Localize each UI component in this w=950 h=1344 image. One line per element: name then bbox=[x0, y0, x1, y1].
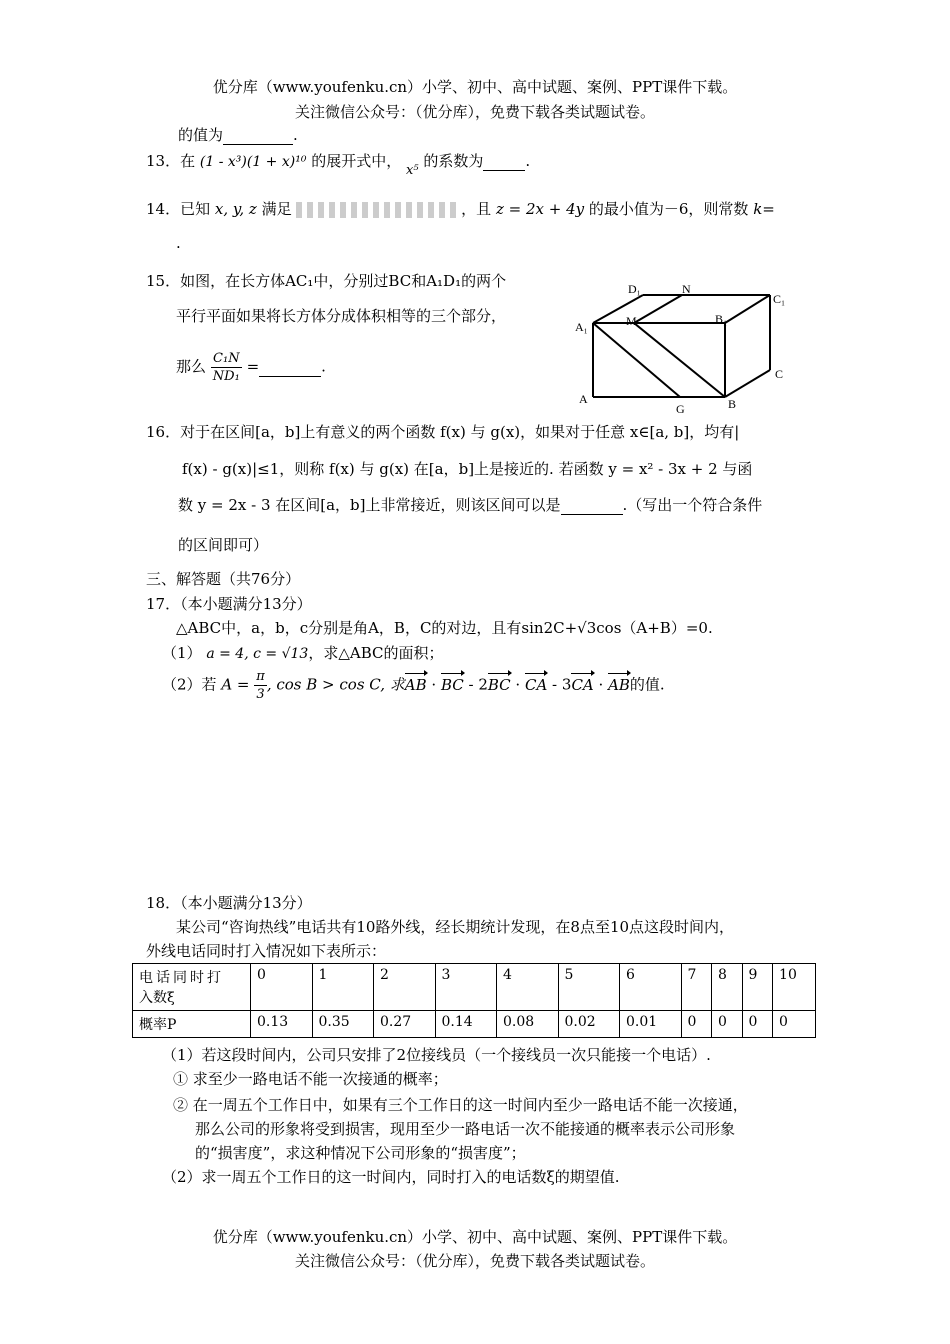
header-line-2: 关注微信公众号：（优分库），免费下载各类试题试卷。 bbox=[294, 103, 655, 121]
table-cell: 1 bbox=[312, 964, 374, 1011]
label-b1: B₁ bbox=[715, 312, 728, 326]
q13-term: x⁵ bbox=[406, 163, 419, 178]
vector-ca: CA bbox=[524, 675, 548, 694]
table-cell: 0.27 bbox=[374, 1011, 436, 1038]
question-15-line-3: 那么 $\frac{\text{C₁N}}{\text{ND₁}}$ = . bbox=[176, 351, 326, 384]
question-14: 14．已知 x, y, z 满足 ，且 z = 2x + 4y 的最小值为－6，则常数 k= bbox=[146, 200, 775, 218]
label-n: N bbox=[682, 282, 691, 296]
question-18-part-1-2c: 的“损害度”，求这种情况下公司形象的“损害度”； bbox=[195, 1144, 526, 1162]
question-15-line-1: 15．如图，在长方体AC₁中，分别过BC和A₁D₁的两个 bbox=[146, 272, 507, 290]
label-g: G bbox=[676, 402, 685, 416]
question-15-line-2: 平行平面如果将长方体分成体积相等的三个部分， bbox=[176, 307, 507, 325]
q14-blank-dot: . bbox=[176, 234, 181, 252]
table-cell: 3 bbox=[435, 964, 497, 1011]
table-cell: 0 bbox=[681, 1011, 712, 1038]
table-row-p bbox=[133, 1011, 816, 1038]
q16-blank bbox=[561, 496, 623, 515]
table-cell: 9 bbox=[742, 964, 773, 1011]
label-a1: A₁ bbox=[575, 320, 588, 334]
section-3-heading: 三、解答题（共76分） bbox=[146, 570, 301, 588]
label-c1: C₁ bbox=[773, 292, 786, 306]
table-cell: 0.14 bbox=[435, 1011, 497, 1038]
q14-constraint-system bbox=[296, 202, 456, 218]
footer-line-1: 优分库（www.youfenku.cn）小学、初中、高中试题、案例、PPT课件下载。 bbox=[212, 1228, 738, 1246]
q12-blank bbox=[223, 126, 293, 145]
label-b: B bbox=[728, 397, 737, 411]
table-header-xi: 电话同时打 入数ξ bbox=[133, 964, 251, 1011]
vector-ca-2: CA bbox=[571, 675, 594, 694]
table-cell: 2 bbox=[374, 964, 436, 1011]
question-18-part-1-2b: 那么公司的形象将受到损害，现用至少一路电话一次不能接通的概率表示公司形象 bbox=[195, 1120, 736, 1138]
probability-table bbox=[132, 963, 816, 1038]
q13-expression: (1 - x³)(1 + x)¹⁰ bbox=[199, 154, 307, 170]
table-cell: 0.13 bbox=[251, 1011, 313, 1038]
question-17-stem: △ABC中，a，b，c分别是角A，B，C的对边，且有sin2C+√3cos（A+B）=0. bbox=[176, 619, 713, 637]
question-18-part-1-2a: ② 在一周五个工作日中，如果有三个工作日的这一时间内至少一路电话不能一次接通， bbox=[173, 1096, 748, 1114]
pi-over-3: $\frac{\pi}{3}$ bbox=[256, 669, 265, 702]
q12-tail: 的值为 . bbox=[178, 126, 298, 144]
cuboid-figure bbox=[570, 275, 800, 420]
question-18-header: 18．（本小题满分13分） bbox=[146, 894, 312, 912]
table-cell: 0.35 bbox=[312, 1011, 374, 1038]
table-cell: 5 bbox=[558, 964, 620, 1011]
table-cell: 0 bbox=[712, 1011, 743, 1038]
question-13: 13．在 (1 - x³)(1 + x)¹⁰ 的展开式中， x⁵ 的系数为 . bbox=[146, 152, 531, 178]
label-c: C bbox=[775, 367, 784, 381]
question-18-stem-2: 外线电话同时打入情况如下表所示： bbox=[146, 942, 387, 960]
edge-m-n bbox=[634, 295, 682, 323]
table-row-xi bbox=[133, 964, 816, 1011]
label-d1: D₁ bbox=[628, 282, 641, 296]
q15-ratio: $\frac{\text{C₁N}}{\text{ND₁}}$ bbox=[212, 351, 240, 384]
vector-ab: AB bbox=[404, 675, 427, 694]
table-cell: 0.02 bbox=[558, 1011, 620, 1038]
q15-blank bbox=[259, 358, 321, 377]
vector-bc: BC bbox=[440, 675, 464, 694]
question-18-part-1: （1）若这段时间内，公司只安排了2位接线员（一个接线员一次只能接一个电话）. bbox=[162, 1046, 711, 1064]
table-cell: 10 bbox=[773, 964, 816, 1011]
question-16-line-1: 16．对于在区间[a，b]上有意义的两个函数 f(x) 与 g(x)，如果对于任意 x∈[a, b]，均有| bbox=[146, 423, 740, 441]
question-18-part-2: （2）求一周五个工作日的这一时间内，同时打入的电话数ξ的期望值. bbox=[162, 1168, 620, 1186]
edge-a1-g bbox=[593, 323, 680, 397]
question-16-line-3: 数 y = 2x - 3 在区间[a，b]上非常接近，则该区间可以是 .（写出一个符合条件 bbox=[178, 496, 763, 514]
label-m: M bbox=[626, 314, 637, 328]
question-17-part-2: （2）若 A = $\frac{\pi}{3}$ , cos B > cos C, 求AB · BC - 2BC · CA - 3CA · AB的值. bbox=[162, 669, 665, 702]
vector-ab-2: AB bbox=[608, 675, 630, 694]
table-cell: 8 bbox=[712, 964, 743, 1011]
table-cell: 0.08 bbox=[497, 1011, 559, 1038]
footer-line-2: 关注微信公众号：（优分库），免费下载各类试题试卷。 bbox=[294, 1252, 655, 1270]
question-16-line-2: f(x) - g(x)|≤1，则称 f(x) 与 g(x) 在[a，b]上是接近的. 若函数 y = x² - 3x + 2 与函 bbox=[182, 460, 753, 478]
vector-bc-2: BC bbox=[487, 675, 511, 694]
edge-c1-b1 bbox=[725, 295, 770, 323]
table-cell: 0.01 bbox=[620, 1011, 682, 1038]
table-cell: 0 bbox=[251, 964, 313, 1011]
table-cell: 4 bbox=[497, 964, 559, 1011]
table-cell: 6 bbox=[620, 964, 682, 1011]
question-18-part-1-1: ① 求至少一路电话不能一次接通的概率； bbox=[173, 1070, 448, 1088]
table-cell: 0 bbox=[742, 1011, 773, 1038]
q13-blank bbox=[483, 152, 525, 171]
table-cell: 7 bbox=[681, 964, 712, 1011]
q14-objective: z = 2x + 4y bbox=[495, 200, 585, 218]
header-line-1: 优分库（www.youfenku.cn）小学、初中、高中试题、案例、PPT课件下载。 bbox=[212, 78, 738, 96]
question-17-header: 17．（本小题满分13分） bbox=[146, 595, 312, 613]
label-a: A bbox=[579, 392, 588, 406]
question-18-stem-1: 某公司“咨询热线”电话共有10路外线，经长期统计发现，在8点至10点这段时间内， bbox=[176, 918, 735, 936]
question-17-part-1: （1） a = 4, c = √13，求△ABC的面积； bbox=[162, 644, 444, 662]
table-header-p: 概率P bbox=[133, 1011, 251, 1038]
question-16-line-4: 的区间即可） bbox=[178, 536, 269, 554]
edge-m-b bbox=[634, 323, 725, 397]
table-cell: 0 bbox=[773, 1011, 816, 1038]
edge-b-c bbox=[725, 370, 770, 397]
